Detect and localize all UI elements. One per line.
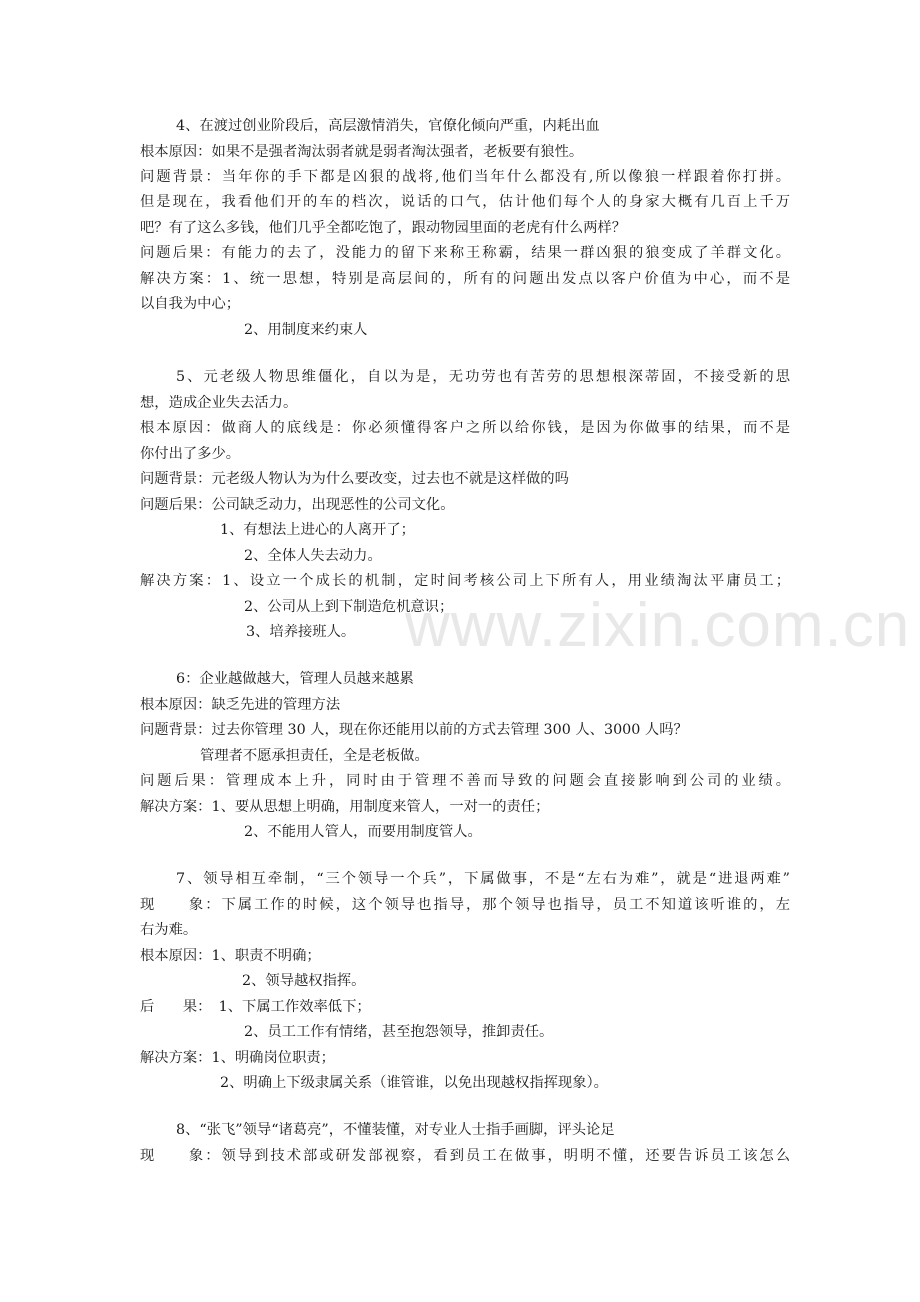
section-6-heading: 6：企业越做越大，管理人员越来越累 [176, 671, 414, 687]
section-5-solution-item-3: 3、培养接班人。 [246, 624, 356, 640]
watermark: www.zixin.com.cn [405, 591, 911, 660]
section-4-background-line-2: 但是现在，我看他们开的车的档次，说话的口气，估计他们每个人的身家大概有几百上千万 [140, 194, 790, 210]
section-7-consequence-item-2: 2、员工工作有情绪，甚至抱怨领导，推卸责任。 [244, 1024, 554, 1040]
section-5-consequence: 问题后果：公司缺乏动力，出现恶性的公司文化。 [140, 497, 455, 513]
section-5-root-cause-line-1: 根本原因：做商人的底线是：你必须懂得客户之所以给你钱，是因为你做事的结果，而不是 [140, 420, 790, 436]
section-5-consequence-item-1: 1、有想法上进心的人离开了； [220, 522, 415, 538]
section-5-consequence-item-2: 2、全体人失去动力。 [244, 548, 382, 564]
section-5-heading-line-1: 5、元老级人物思维僵化，自以为是，无功劳也有苦劳的思想根深蒂固，不接受新的思 [176, 369, 790, 385]
section-7-phenomenon-line-2: 右为难。 [140, 922, 198, 938]
section-7-solution-item-2: 2、明确上下级隶属关系（谁管谁，以免出现越权指挥现象）。 [220, 1075, 608, 1091]
section-4-consequence: 问题后果：有能力的去了，没能力的留下来称王称霸，结果一群凶狠的狼变成了羊群文化。 [140, 245, 790, 261]
section-6-consequence: 问题后果：管理成本上升，同时由于管理不善而导致的问题会直接影响到公司的业绩。 [140, 773, 790, 789]
section-7-phenomenon-line-1: 现 象：下属工作的时候，这个领导也指导，那个领导也指导，员工不知道该听谁的，左 [140, 897, 790, 913]
section-7-solution-item-1: 解决方案：1、明确岗位职责； [140, 1050, 335, 1066]
section-4-solution-line-1: 解决方案：1、统一思想，特别是高层间的，所有的问题出发点以客户价值为中心，而不是 [140, 271, 790, 287]
section-6-background-line-2: 管理者不愿承担责任，全是老板做。 [200, 748, 429, 764]
section-5-solution-item-1: 解决方案：1、设立一个成长的机制，定时间考核公司上下所有人，用业绩淘汰平庸员工； [140, 573, 790, 589]
section-6-root-cause: 根本原因：缺乏先进的管理方法 [140, 697, 341, 713]
section-6-background-line-1: 问题背景：过去你管理 30 人，现在你还能用以前的方式去管理 300 人、3000 人吗？ [140, 722, 688, 738]
section-6-solution-item-1: 解决方案：1、要从思想上明确，用制度来管人，一对一的责任； [140, 799, 550, 815]
section-5-background: 问题背景：元老级人物认为为什么要改变，过去也不就是这样做的吗 [140, 471, 569, 487]
section-5-solution-item-2: 2、公司从上到下制造危机意识； [244, 599, 454, 615]
section-5-heading-line-2: 想，造成企业失去活力。 [140, 395, 298, 411]
section-4-heading: 4、在渡过创业阶段后，高层激情消失，官僚化倾向严重，内耗出血 [176, 118, 600, 134]
section-4-solution-line-2: 以自我为中心； [140, 296, 241, 312]
section-6-solution-item-2: 2、不能用人管人，而要用制度管人。 [244, 824, 482, 840]
section-4-root-cause: 根本原因：如果不是强者淘汰弱者就是弱者淘汰强者，老板要有狼性。 [140, 144, 584, 160]
section-4-background-line-3: 吧？有了这么多钱，他们几乎全都吃饱了，跟动物园里面的老虎有什么两样？ [140, 220, 627, 236]
section-7-heading: 7、领导相互牵制，“三个领导一个兵”，下属做事，不是“左右为难”，就是“进退两难” [176, 871, 790, 887]
section-8-phenomenon-line-1: 现 象：领导到技术部或研发部视察，看到员工在做事，明明不懂，还要告诉员工该怎么 [140, 1148, 790, 1164]
section-4-background-line-1: 问题背景：当年你的手下都是凶狠的战将,他们当年什么都没有,所以像狼一样跟着你打拼。 [140, 169, 790, 185]
section-4-solution-item-2: 2、用制度来约束人 [244, 322, 368, 338]
section-8-heading: 8、“张飞”领导“诸葛亮”，不懂装懂，对专业人士指手画脚，评头论足 [176, 1122, 615, 1138]
section-7-root-cause-item-1: 根本原因：1、职责不明确； [140, 948, 321, 964]
section-7-consequence-item-1: 后 果： 1、下属工作效率低下； [140, 999, 371, 1015]
section-5-root-cause-line-2: 你付出了多少。 [140, 446, 241, 462]
section-7-root-cause-item-2: 2、领导越权指挥。 [242, 973, 366, 989]
